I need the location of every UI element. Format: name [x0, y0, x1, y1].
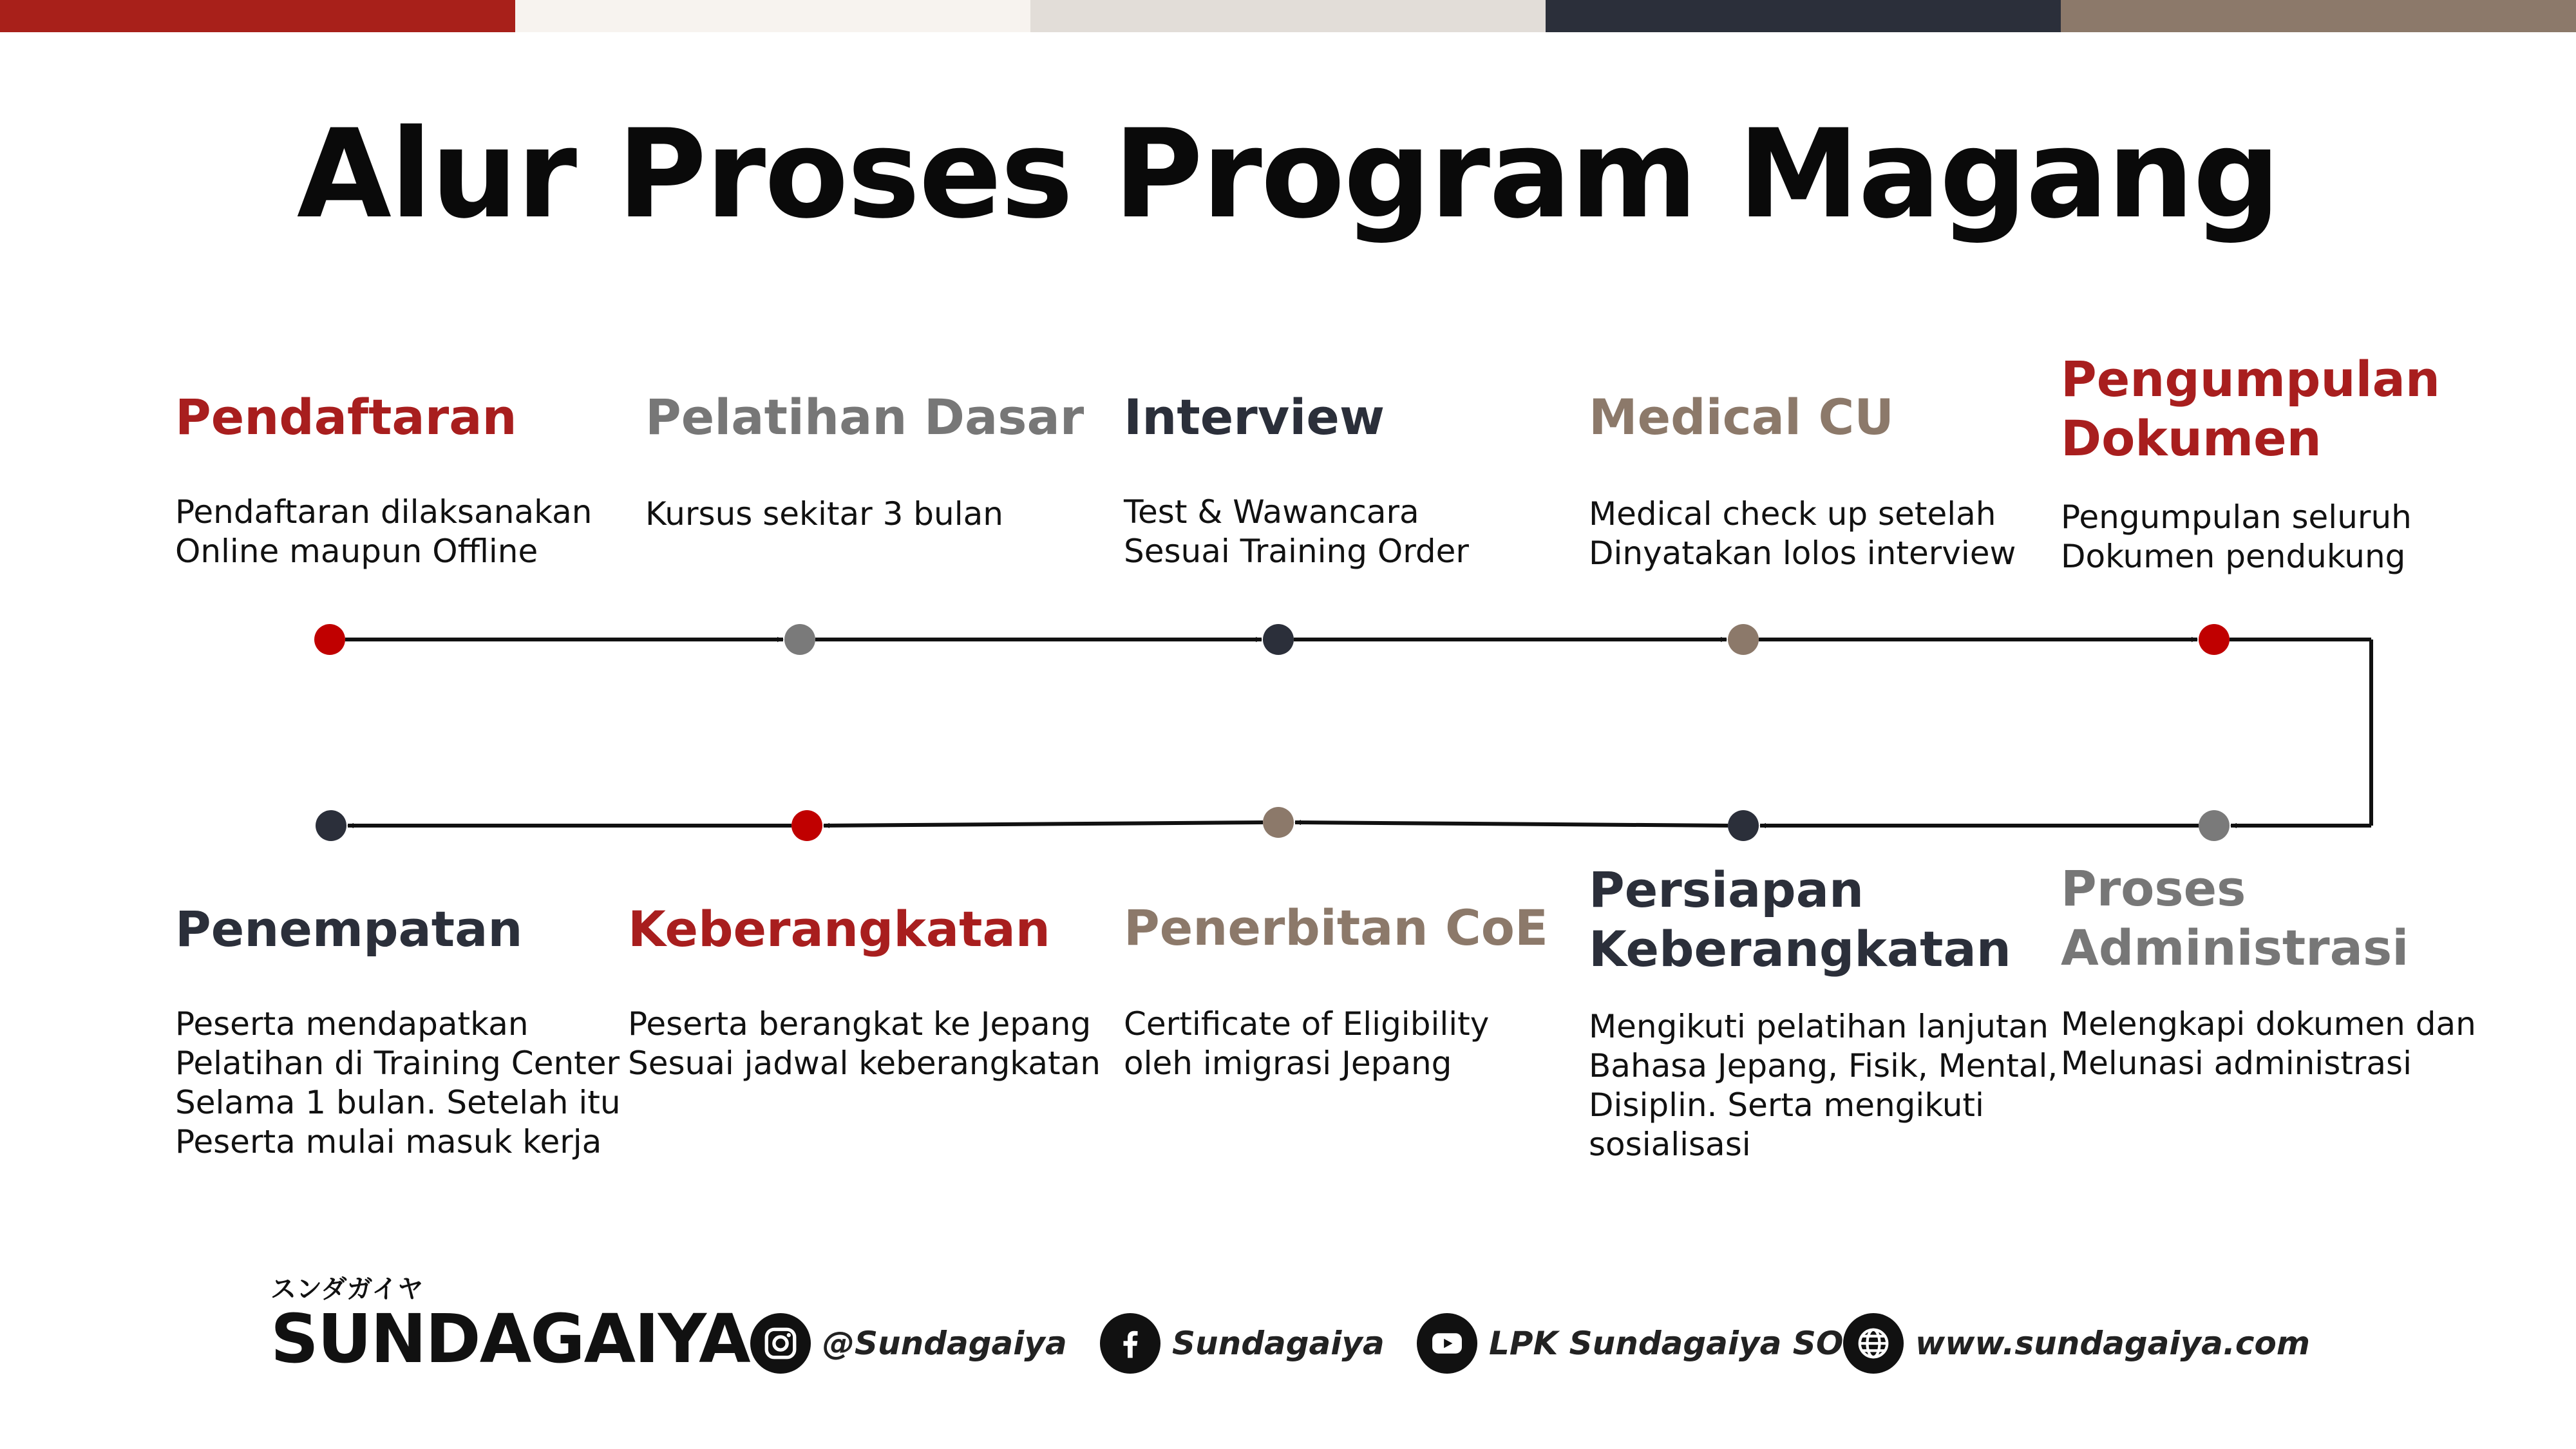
- step-dot-3: [1263, 624, 1294, 655]
- step-title-pendaftaran: Pendaftaran: [175, 388, 517, 446]
- facebook-link[interactable]: [1100, 1312, 1385, 1374]
- step-title-penempatan: Penempatan: [175, 900, 523, 958]
- step-desc-pelatihan-dasar: Kursus sekitar 3 bulan: [645, 495, 1003, 533]
- step-title-persiapan-keberangkatan: Persiapan Keberangkatan: [1589, 861, 2011, 978]
- website-url: www.sundagaiya.com: [1915, 1325, 2310, 1362]
- logo-kana: スンダガイヤ: [270, 1274, 424, 1304]
- page-title: Alur Proses Program Magang: [296, 103, 2280, 245]
- instagram-link[interactable]: [750, 1312, 1067, 1374]
- youtube-link[interactable]: [1417, 1312, 1843, 1374]
- step-dot-4: [1728, 624, 1759, 655]
- facebook-handle: Sundagaiya: [1172, 1325, 1385, 1362]
- step-title-pelatihan-dasar: Pelatihan Dasar: [645, 388, 1084, 446]
- step-title-medical-cu: Medical CU: [1589, 388, 1894, 446]
- instagram-icon: [750, 1313, 811, 1374]
- step-desc-penempatan: Peserta mendapatkan Pelatihan di Training Center Selama 1 bulan. Setelah itu Peserta mulai masuk kerja: [175, 1005, 621, 1160]
- youtube-icon: [1417, 1313, 1477, 1374]
- step-desc-interview: Test & Wawancara Sesuai Training Order: [1124, 493, 1469, 570]
- step-desc-pendaftaran: Pendaftaran dilaksanakan Online maupun Offline: [175, 493, 592, 570]
- step-desc-penerbitan-coe: Certificate of Eligibility oleh imigrasi Jepang: [1124, 1005, 1490, 1082]
- step-title-proses-administrasi: Proses Administrasi: [2061, 860, 2409, 976]
- step-dot-6: [2199, 810, 2230, 841]
- step-title-penerbitan-coe: Penerbitan CoE: [1124, 899, 1548, 956]
- step-dot-7: [1728, 810, 1759, 841]
- website-link[interactable]: [1843, 1312, 2310, 1374]
- logo-wordmark: SUNDAGAIYA: [270, 1300, 750, 1378]
- youtube-channel: LPK Sundagaiya SO: [1489, 1325, 1844, 1362]
- step-dot-10: [316, 810, 346, 841]
- globe-icon: [1843, 1313, 1904, 1374]
- sundagaiya-logo: [270, 1274, 750, 1378]
- instagram-handle: @Sundagaiya: [822, 1325, 1067, 1362]
- step-desc-keberangkatan: Peserta berangkat ke Jepang Sesuai jadwal keberangkatan: [628, 1005, 1101, 1082]
- step-desc-proses-administrasi: Melengkapi dokumen dan Melunasi administrasi: [2061, 1005, 2476, 1082]
- step-desc-persiapan-keberangkatan: Mengikuti pelatihan lanjutan Bahasa Jepang, Fisik, Mental, Disiplin. Serta mengikuti sosialisasi: [1589, 1008, 2058, 1163]
- connectors: [345, 639, 2371, 826]
- step-dot-8: [1263, 807, 1294, 838]
- facebook-icon: [1100, 1313, 1160, 1374]
- step-dot-1: [314, 624, 345, 655]
- connector-arrow-8: [824, 822, 1263, 826]
- step-title-keberangkatan: Keberangkatan: [628, 900, 1050, 958]
- step-dots: [314, 624, 2230, 841]
- connector-arrow-7: [1295, 822, 1728, 826]
- step-dot-2: [784, 624, 815, 655]
- step-desc-medical-cu: Medical check up setelah Dinyatakan lolos interview: [1589, 495, 2016, 572]
- step-dot-5: [2199, 624, 2230, 655]
- step-title-pengumpulan-dokumen: Pengumpulan Dokumen: [2061, 350, 2440, 467]
- step-title-interview: Interview: [1124, 388, 1385, 446]
- step-desc-pengumpulan-dokumen: Pengumpulan seluruh Dokumen pendukung: [2061, 498, 2412, 575]
- step-dot-9: [791, 810, 822, 841]
